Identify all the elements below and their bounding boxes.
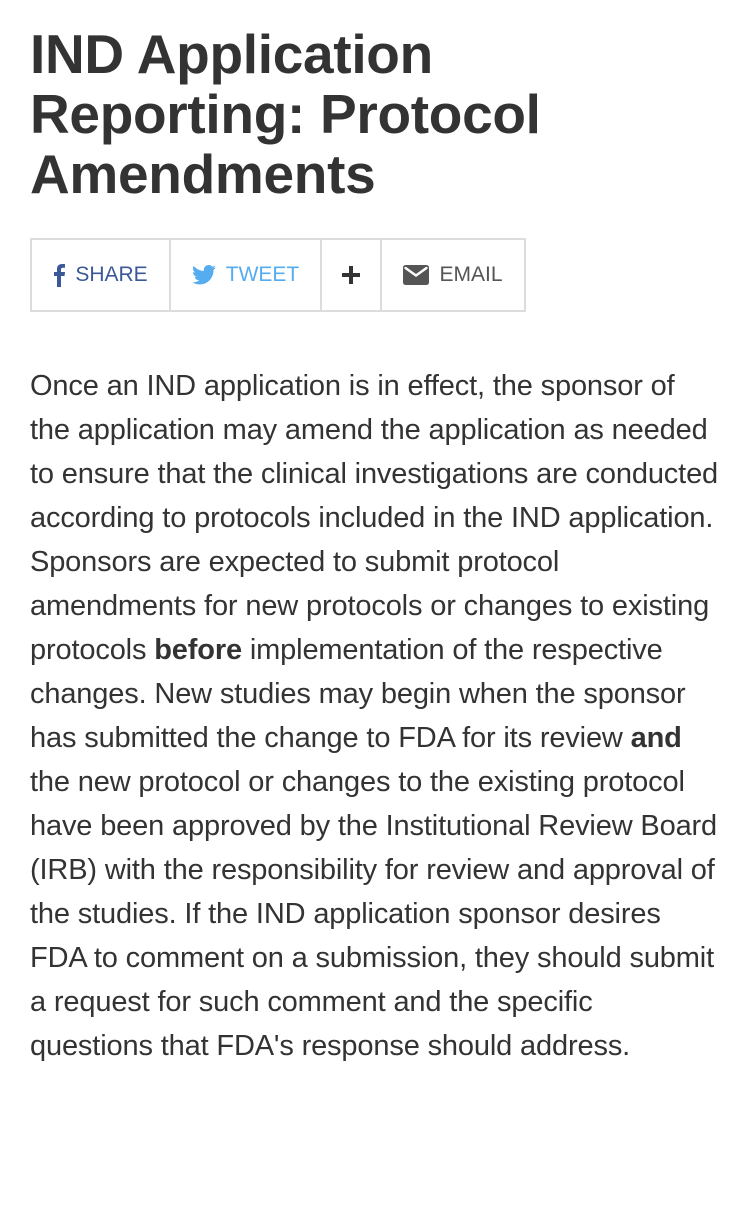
emphasis-and: and [630, 722, 682, 754]
emphasis-before: before [154, 634, 242, 666]
twitter-bird-icon [192, 265, 216, 285]
more-share-button[interactable] [322, 240, 382, 310]
envelope-icon [403, 265, 429, 285]
article-text-part3: the new protocol or changes to the existing protocol have been approved by the Institutional Review Board (IRB) with the responsibility for review and approval of the studies. If the IND application sponsor desires FDA to comment on a submission, they should submit a request for such comment and the specific questions that FDA's response should address. [30, 766, 718, 1062]
share-bar [30, 238, 526, 312]
page-title: IND Application Reporting: Protocol Amendments [30, 23, 541, 205]
email-share-label: EMAIL [439, 263, 503, 286]
article-text-part2: implementation of the respective changes. New studies may begin when the sponsor has submitted the change to FDA for its review [30, 634, 686, 754]
article-text-part1: Once an IND application is in effect, the sponsor of the application may amend the application as needed to ensure that the clinical investigations are conducted according to protocols included in the IND application. Sponsors are expected to submit protocol amendments for new protocols or changes to existing protocols [30, 370, 719, 666]
article-body [30, 364, 719, 1068]
twitter-tweet-button[interactable] [171, 240, 322, 310]
facebook-share-button[interactable] [32, 240, 171, 310]
facebook-icon [53, 263, 65, 287]
facebook-share-label: SHARE [75, 263, 148, 286]
plus-icon [342, 266, 360, 284]
article-paragraph [30, 364, 719, 1068]
twitter-tweet-label: TWEET [225, 263, 300, 286]
email-share-button[interactable] [382, 240, 524, 310]
